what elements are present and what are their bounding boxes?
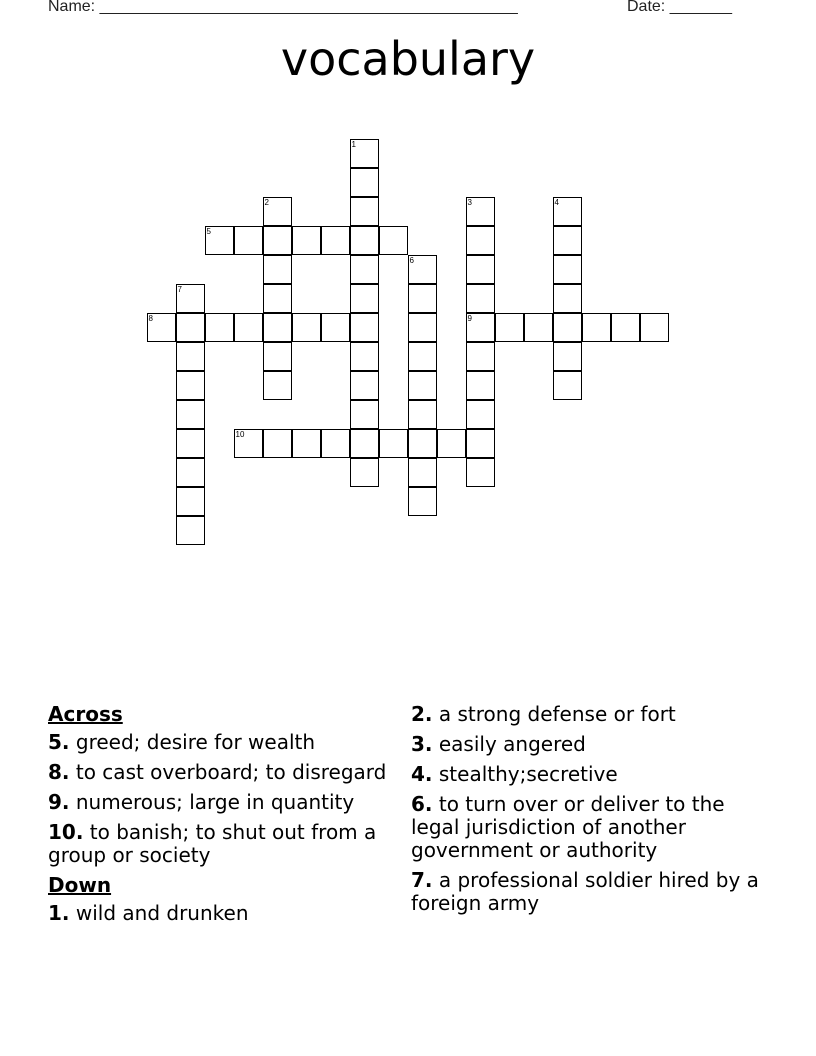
clue-number: 6. (411, 792, 433, 816)
clue-number-label: 1 (351, 140, 356, 149)
clue-number: 3. (411, 732, 433, 756)
grid-cell[interactable] (292, 226, 321, 255)
grid-cell[interactable] (176, 516, 205, 545)
clue-number: 9. (48, 790, 70, 814)
clue-text: easily angered (438, 732, 586, 756)
grid-cell[interactable] (234, 313, 263, 342)
grid-cell[interactable] (176, 313, 205, 342)
grid-cell[interactable] (263, 313, 292, 342)
clue-number: 10. (48, 820, 84, 844)
clue-number: 2. (411, 702, 433, 726)
clue-number-label: 5 (206, 227, 211, 236)
grid-cell[interactable] (466, 197, 495, 226)
grid-cell[interactable] (553, 255, 582, 284)
header (0, 0, 816, 20)
grid-cell[interactable] (350, 342, 379, 371)
grid-cell[interactable] (466, 371, 495, 400)
grid-cell[interactable] (176, 458, 205, 487)
grid-cell[interactable] (379, 226, 408, 255)
clue-text: greed; desire for wealth (75, 730, 316, 754)
grid-cell[interactable] (379, 429, 408, 458)
clue-across-5 (48, 731, 393, 754)
clue-number-label: 7 (177, 285, 182, 294)
grid-cell[interactable] (437, 429, 466, 458)
grid-cell[interactable] (466, 226, 495, 255)
grid-cell[interactable] (553, 197, 582, 226)
grid-cell[interactable] (408, 371, 437, 400)
grid-cell[interactable] (466, 429, 495, 458)
grid-cell[interactable] (350, 284, 379, 313)
grid-cell[interactable] (408, 400, 437, 429)
down-heading: Down (48, 873, 112, 897)
grid-cell[interactable] (582, 313, 611, 342)
clue-number-label: 9 (467, 314, 472, 323)
grid-cell[interactable] (205, 226, 234, 255)
grid-cell[interactable] (292, 313, 321, 342)
grid-cell[interactable] (553, 371, 582, 400)
clue-down-4 (411, 763, 771, 786)
grid-cell[interactable] (350, 458, 379, 487)
page-title: vocabulary (280, 32, 536, 86)
clue-down-7 (411, 869, 771, 915)
clue-text: wild and drunken (75, 901, 249, 925)
grid-cell[interactable] (466, 400, 495, 429)
clue-across-10 (48, 821, 393, 867)
grid-cell[interactable] (263, 371, 292, 400)
grid-cell[interactable] (147, 313, 176, 342)
grid-cell[interactable] (466, 255, 495, 284)
grid-cell[interactable] (176, 284, 205, 313)
clue-number: 8. (48, 760, 70, 784)
clue-down-3 (411, 733, 771, 756)
grid-cell[interactable] (176, 429, 205, 458)
clue-text: to cast overboard; to disregard (75, 760, 387, 784)
grid-cell[interactable] (263, 226, 292, 255)
clue-number-label: 2 (264, 198, 269, 207)
grid-cell[interactable] (350, 226, 379, 255)
clue-down-6 (411, 793, 771, 862)
grid-cell[interactable] (321, 226, 350, 255)
clue-text: a strong defense or fort (438, 702, 676, 726)
clue-number: 5. (48, 730, 70, 754)
grid-cell[interactable] (176, 400, 205, 429)
grid-cell[interactable] (640, 313, 669, 342)
grid-cell[interactable] (408, 429, 437, 458)
grid-cell[interactable] (263, 429, 292, 458)
grid-cell[interactable] (350, 313, 379, 342)
clue-across-9 (48, 791, 393, 814)
clue-number-label: 6 (409, 256, 414, 265)
grid-cell[interactable] (321, 429, 350, 458)
grid-cell[interactable] (176, 342, 205, 371)
grid-cell[interactable] (553, 342, 582, 371)
grid-cell[interactable] (350, 400, 379, 429)
grid-cell[interactable] (234, 226, 263, 255)
grid-cell[interactable] (263, 284, 292, 313)
grid-cell[interactable] (350, 139, 379, 168)
clue-text: to turn over or deliver to the legal jurisdiction of another government or authority (411, 792, 725, 862)
clue-text: to banish; to shut out from a group or society (48, 820, 377, 867)
grid-cell[interactable] (553, 284, 582, 313)
clue-text: stealthy;secretive (438, 762, 618, 786)
clue-number-label: 3 (467, 198, 472, 207)
grid-cell[interactable] (553, 226, 582, 255)
grid-cell[interactable] (408, 313, 437, 342)
grid-cell[interactable] (205, 313, 234, 342)
grid-cell[interactable] (176, 371, 205, 400)
clue-down-1 (48, 902, 393, 925)
clue-number-label: 10 (235, 430, 245, 439)
clue-across-8 (48, 761, 393, 784)
grid-cell[interactable] (466, 313, 495, 342)
grid-cell[interactable] (408, 487, 437, 516)
clue-number: 7. (411, 868, 433, 892)
clue-number-label: 8 (148, 314, 153, 323)
clue-text: a professional soldier hired by a foreign army (411, 868, 759, 915)
clues-left-column (48, 703, 393, 932)
grid-cell[interactable] (263, 197, 292, 226)
clue-down-2 (411, 703, 771, 726)
grid-cell[interactable] (263, 342, 292, 371)
grid-cell[interactable] (321, 313, 350, 342)
grid-cell[interactable] (350, 371, 379, 400)
grid-cell[interactable] (292, 429, 321, 458)
clue-number: 1. (48, 901, 70, 925)
grid-cell[interactable] (263, 255, 292, 284)
date-field-label: Date: _______ (627, 0, 732, 15)
grid-cell[interactable] (234, 429, 263, 458)
grid-cell[interactable] (350, 429, 379, 458)
clue-number-label: 4 (554, 198, 559, 207)
grid-cell[interactable] (408, 284, 437, 313)
grid-cell[interactable] (408, 458, 437, 487)
grid-cell[interactable] (350, 255, 379, 284)
grid-cell[interactable] (466, 458, 495, 487)
clues-right-column (411, 703, 771, 922)
grid-cell[interactable] (611, 313, 640, 342)
clue-number: 4. (411, 762, 433, 786)
grid-cell[interactable] (495, 313, 524, 342)
grid-cell[interactable] (466, 342, 495, 371)
grid-cell[interactable] (466, 284, 495, 313)
grid-cell[interactable] (408, 342, 437, 371)
grid-cell[interactable] (408, 255, 437, 284)
clue-text: numerous; large in quantity (75, 790, 355, 814)
grid-cell[interactable] (350, 168, 379, 197)
grid-cell[interactable] (176, 487, 205, 516)
grid-cell[interactable] (553, 313, 582, 342)
across-heading: Across (48, 702, 123, 726)
grid-cell[interactable] (350, 197, 379, 226)
grid-cell[interactable] (524, 313, 553, 342)
name-field-label: Name: _______________________________________________ (48, 0, 518, 15)
